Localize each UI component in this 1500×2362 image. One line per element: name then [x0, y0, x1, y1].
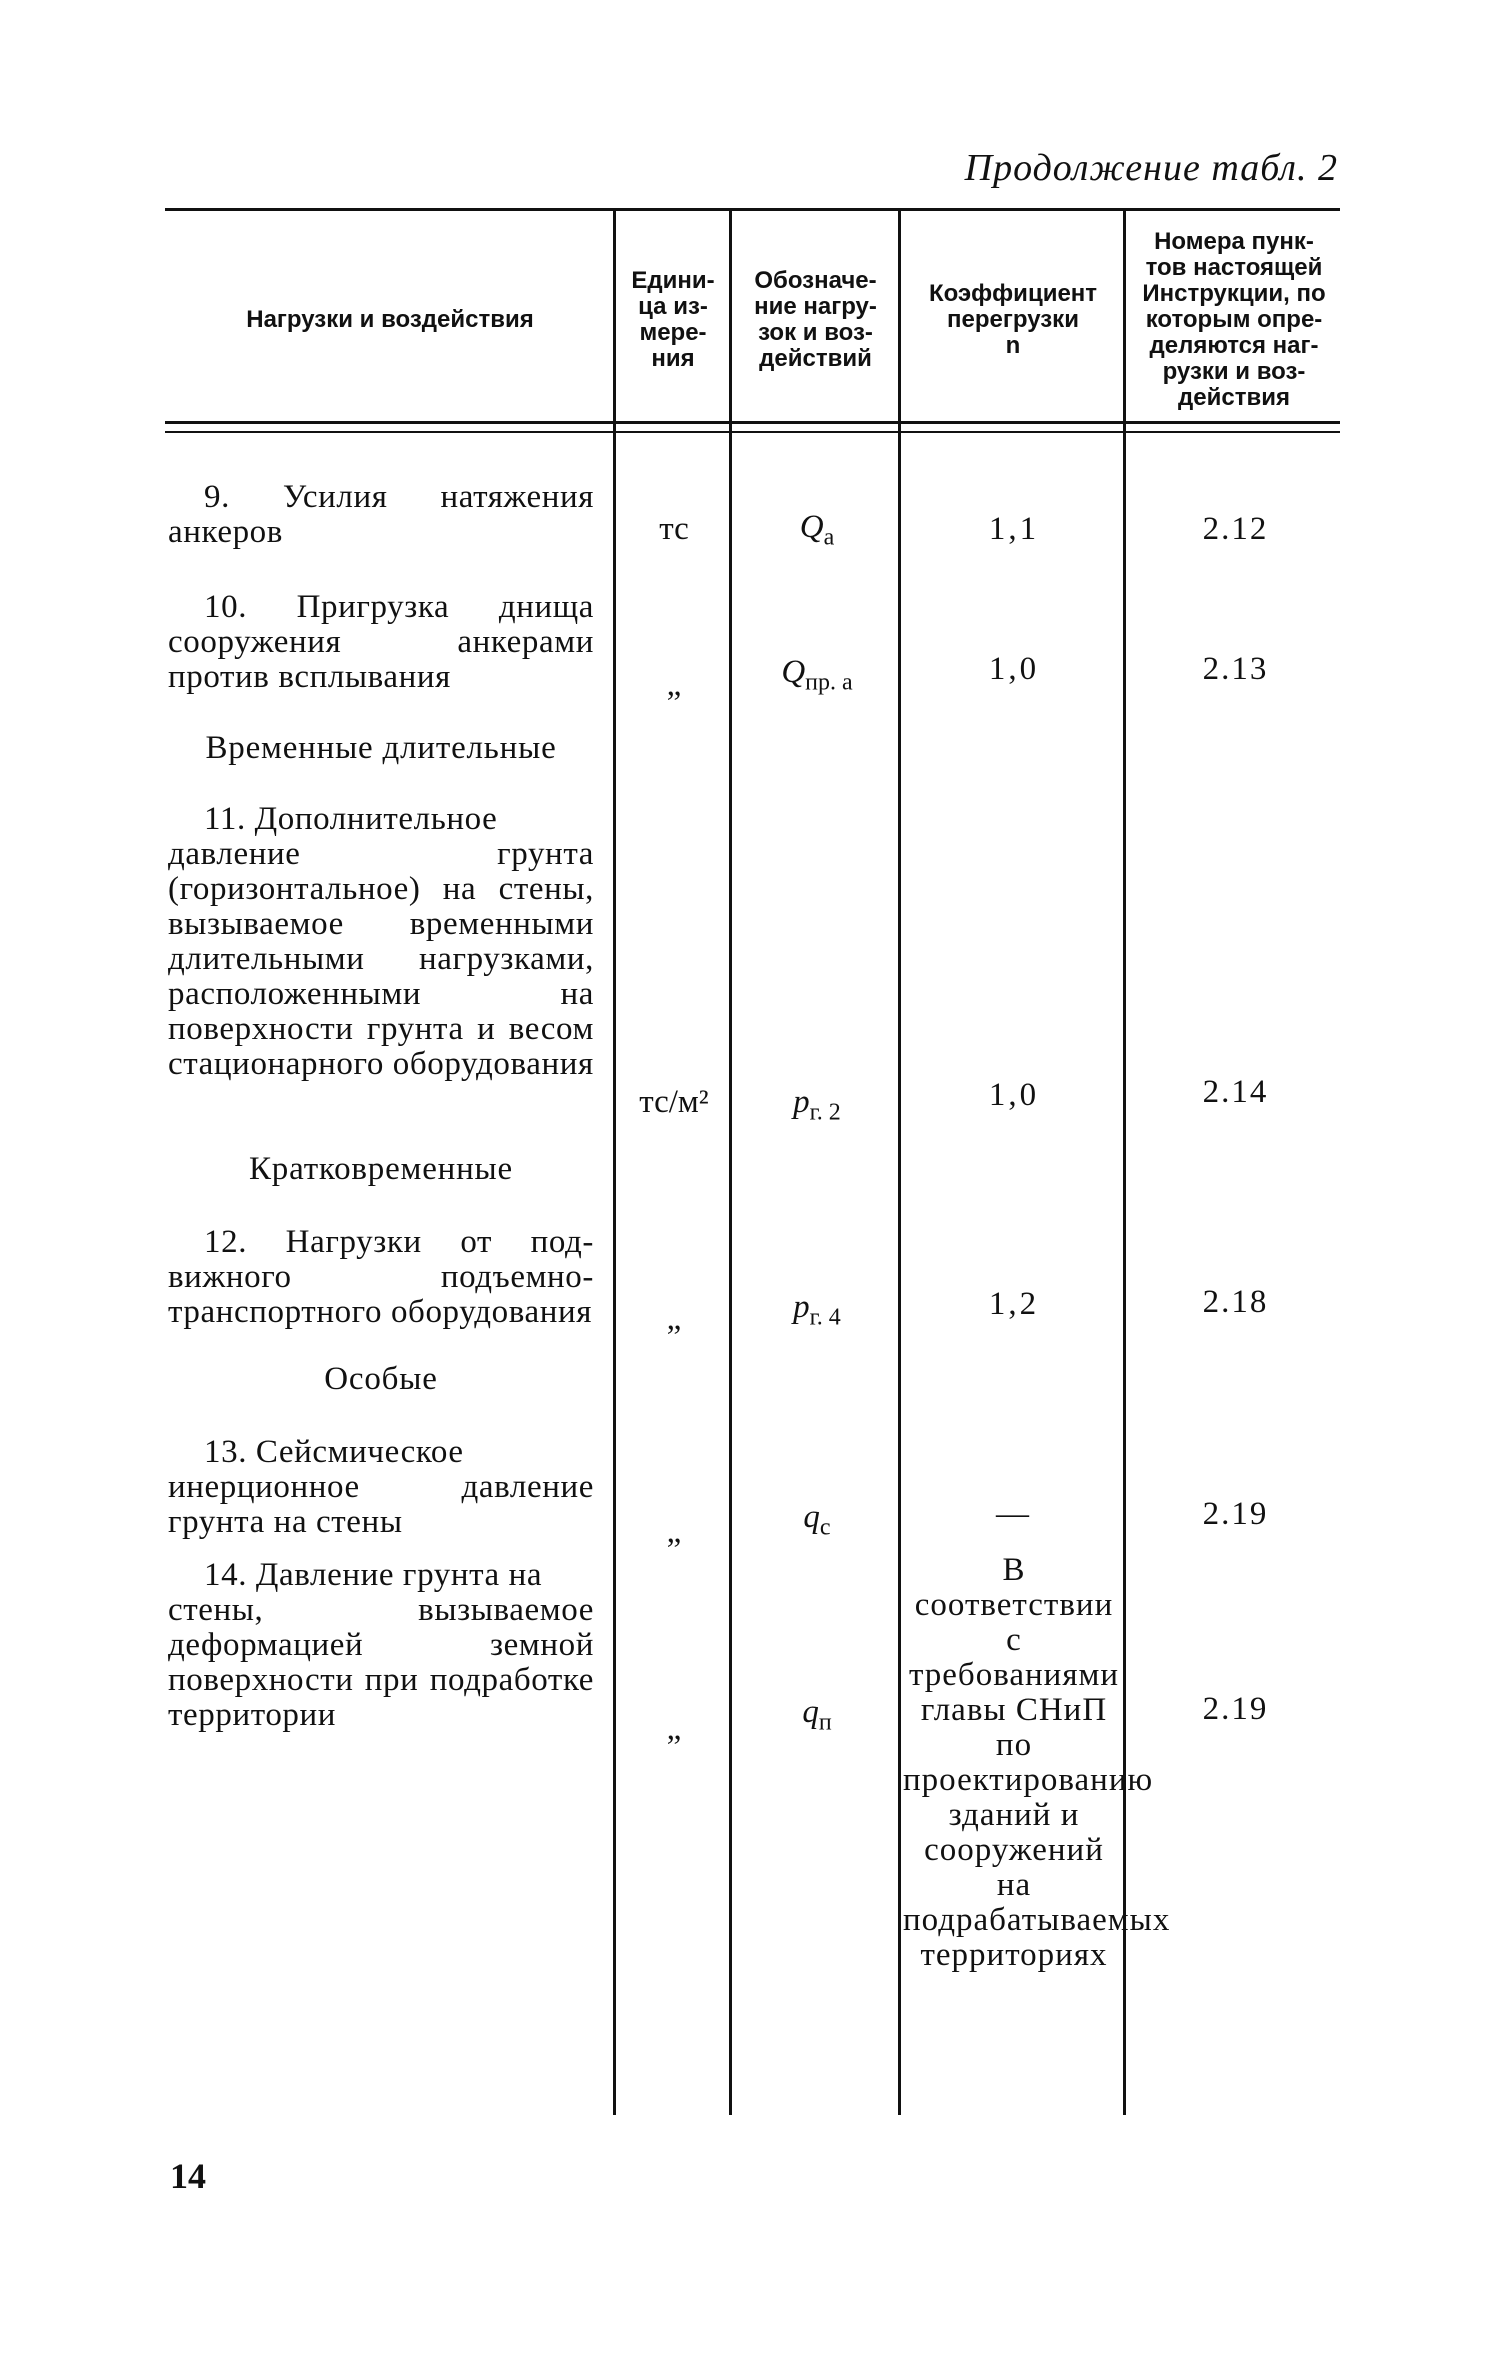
header-double-rule	[165, 431, 1340, 433]
row-13-symbol-sub: с	[819, 1514, 831, 1541]
header-overload-coefficient-text: Коэффициент перегрузки n	[928, 280, 1098, 359]
row-9-coefficient: 1,1	[988, 511, 1040, 547]
row-14-symbol-sub: п	[818, 1709, 832, 1736]
row-13-description	[168, 1435, 594, 1540]
row-10-symbol-sub: пр. а	[805, 669, 853, 696]
row-10-unit: „	[666, 667, 682, 703]
row-14-symbol-base: q	[802, 1694, 819, 1730]
row-12-symbol-sub: г. 4	[809, 1304, 841, 1331]
row-13-symbol	[733, 1500, 901, 1546]
row-12-reference: 2.18	[1202, 1284, 1269, 1320]
section-long-term: Временные длительные	[205, 730, 557, 766]
row-10-coefficient: 1,0	[988, 651, 1040, 687]
row-9-description	[168, 480, 594, 550]
header-unit: Едини- ца из- мере- ния	[631, 267, 715, 372]
row-11-rest: давление грунта (горизонтальное) на стены, вызываемое временными длительными нагрузками, расположенными на поверхности грунта и весом стационарного оборудования	[168, 836, 594, 1082]
row-12-first-line: 12. Нагрузки от под-	[204, 1224, 594, 1260]
row-12-unit: „	[666, 1301, 682, 1337]
row-13-first-line: 13. Сейсмическое	[204, 1434, 464, 1470]
row-14-first-line: 14. Давление грунта на	[204, 1557, 543, 1593]
row-11-coefficient: 1,0	[988, 1077, 1040, 1113]
column-divider-1	[613, 210, 616, 2115]
row-10-description	[168, 590, 594, 695]
row-9-symbol	[733, 510, 901, 556]
row-11-first-line: 11. Дополнительное	[204, 801, 498, 837]
row-11-description	[168, 802, 594, 1082]
row-10-rest: сооружения анкерами против всплывания	[168, 624, 594, 695]
header-overload-coefficient	[903, 210, 1123, 430]
row-14-symbol	[733, 1695, 901, 1741]
row-9-symbol-base: Q	[799, 509, 824, 545]
row-10-reference: 2.13	[1202, 651, 1269, 687]
row-14-coefficient-note: В соответствии с требованиями главы СНиП по проектированию зданий и сооружений на подрабатываемых территориях	[903, 1552, 1171, 1973]
section-special: Особые	[324, 1361, 438, 1397]
row-13-unit: „	[666, 1514, 682, 1550]
row-9-reference: 2.12	[1202, 511, 1269, 547]
row-14-description	[168, 1558, 594, 1733]
row-12-description	[168, 1225, 594, 1330]
row-9-rest: анкеров	[168, 514, 283, 550]
row-13-reference: 2.19	[1202, 1496, 1269, 1532]
row-11-reference: 2.14	[1202, 1074, 1269, 1110]
header-instruction-items: Номера пунк- тов настоящей Инструкции, по которым опре- деляются наг- рузки и воз- действия	[1142, 228, 1326, 411]
row-12-coefficient: 1,2	[988, 1286, 1040, 1322]
table-continuation-caption: Продолжение табл. 2	[964, 147, 1338, 189]
row-9-symbol-sub: а	[823, 524, 835, 551]
row-10-symbol	[733, 655, 901, 701]
row-14-unit: „	[666, 1711, 682, 1747]
row-11-symbol	[733, 1085, 901, 1131]
row-9-unit: тс	[659, 511, 689, 547]
row-13-coefficient: —	[996, 1496, 1032, 1532]
row-14-reference: 2.19	[1202, 1691, 1269, 1727]
row-11-symbol-base: p	[793, 1084, 810, 1120]
row-14-rest: стены, вызываемое деформацией земной поверхности при подработке территории	[168, 1592, 594, 1733]
row-12-rest: вижного подъемно-транспортного оборудования	[168, 1259, 594, 1330]
column-divider-3	[898, 210, 901, 2115]
row-11-unit: тс/м²	[639, 1084, 709, 1120]
row-12-symbol-base: p	[793, 1289, 810, 1325]
row-10-symbol-base: Q	[781, 654, 806, 690]
row-13-symbol-base: q	[803, 1499, 820, 1535]
row-12-symbol	[733, 1290, 901, 1336]
row-11-symbol-sub: г. 2	[809, 1099, 841, 1126]
row-10-first-line: 10. Пригрузка днища	[204, 589, 594, 625]
header-loads: Нагрузки и воздействия	[246, 306, 534, 333]
page-number: 14	[170, 2156, 206, 2196]
section-short-term: Кратковременные	[249, 1151, 513, 1187]
row-13-rest: инерционное давление грунта на стены	[168, 1469, 594, 1540]
column-divider-2	[729, 210, 732, 2115]
row-9-first-line: 9. Усилия натяжения	[204, 479, 594, 515]
header-symbol: Обозначе- ние нагру- зок и воз- действий	[754, 267, 877, 372]
